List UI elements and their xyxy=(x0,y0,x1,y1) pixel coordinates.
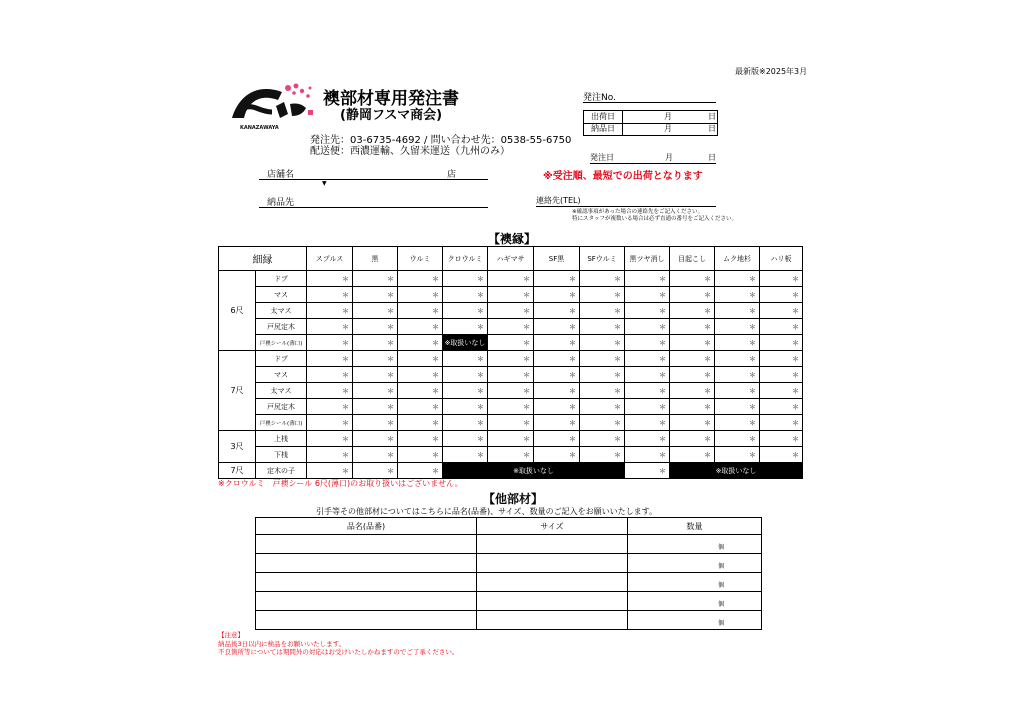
quantity-cell[interactable]: ＊ xyxy=(398,303,443,319)
quantity-cell[interactable]: ＊ xyxy=(670,383,715,399)
item-cell: 戸襖シール(薄口) xyxy=(256,335,307,351)
quantity-cell[interactable]: ＊ xyxy=(715,447,760,463)
unit-label: 個 xyxy=(718,544,725,551)
quantity-cell[interactable]: ＊ xyxy=(534,431,580,447)
col-header: クロウルミ xyxy=(443,247,488,271)
quantity-cell[interactable]: ＊ xyxy=(534,447,580,463)
quantity-cell[interactable]: ＊ xyxy=(443,415,488,431)
store-suffix: 店 xyxy=(447,170,457,180)
page-subtitle: (静岡フスマ商会) xyxy=(340,108,443,123)
table-row xyxy=(256,592,762,611)
quantity-cell[interactable]: ＊ xyxy=(353,415,398,431)
delivery-day-label: 日 xyxy=(708,124,716,133)
delivery-month-label: 月 xyxy=(664,124,672,133)
quantity-cell[interactable]: ＊ xyxy=(534,303,580,319)
quantity-cell[interactable]: ＊ xyxy=(534,319,580,335)
table-row xyxy=(256,535,762,554)
order-date-label: 発注日 xyxy=(590,153,614,162)
quantity-cell[interactable]: ＊ xyxy=(625,463,670,479)
col-header: 目起こし xyxy=(670,247,715,271)
quantity-cell[interactable]: ＊ xyxy=(443,287,488,303)
quantity-cell[interactable]: ＊ xyxy=(534,383,580,399)
quantity-cell[interactable]: ＊ xyxy=(715,303,760,319)
quantity-cell[interactable]: ＊ xyxy=(760,287,803,303)
notes-title: 【注意】 xyxy=(218,631,244,639)
size-input-cell[interactable] xyxy=(477,592,628,611)
item-input-cell[interactable] xyxy=(256,573,477,592)
quantity-cell[interactable]: ＊ xyxy=(353,383,398,399)
order-month-label: 月 xyxy=(665,153,673,162)
date-box xyxy=(583,110,718,136)
quantity-cell[interactable]: ＊ xyxy=(353,335,398,351)
col-header: ハリ板 xyxy=(760,247,803,271)
quantity-input-cell[interactable] xyxy=(628,573,762,592)
item-cell: マス xyxy=(256,287,307,303)
quantity-cell[interactable]: ＊ xyxy=(488,399,534,415)
order-no-label: 発注No. xyxy=(583,93,616,103)
quantity-cell[interactable]: ＊ xyxy=(488,383,534,399)
quantity-cell[interactable]: ＊ xyxy=(488,367,534,383)
quantity-input-cell[interactable] xyxy=(628,554,762,573)
item-cell: 太マス xyxy=(256,303,307,319)
quantity-cell[interactable]: ＊ xyxy=(715,351,760,367)
frame-section-title: 【襖縁】 xyxy=(488,232,537,246)
quantity-cell[interactable]: ＊ xyxy=(670,351,715,367)
item-cell: 戸尻定木 xyxy=(256,319,307,335)
unavailable-cell: ※取扱いなし xyxy=(670,463,803,479)
quantity-cell[interactable]: ＊ xyxy=(625,271,670,287)
quantity-cell[interactable]: ＊ xyxy=(443,399,488,415)
quantity-cell[interactable]: ＊ xyxy=(307,383,353,399)
delivery-destination-label: 納品先 xyxy=(267,198,295,208)
order-date-field[interactable] xyxy=(590,152,716,164)
col-header-item: 品名(品番) xyxy=(256,518,477,535)
ship-month-label: 月 xyxy=(664,112,672,121)
quantity-cell[interactable]: ＊ xyxy=(488,271,534,287)
tel-field[interactable] xyxy=(536,195,716,207)
quantity-cell[interactable]: ＊ xyxy=(580,335,625,351)
other-section-title: 【他部材】 xyxy=(483,492,544,506)
quantity-cell[interactable]: ＊ xyxy=(353,271,398,287)
quantity-cell[interactable]: ＊ xyxy=(534,367,580,383)
table-row xyxy=(219,271,803,287)
quantity-cell[interactable]: ＊ xyxy=(398,351,443,367)
quantity-cell[interactable]: ＊ xyxy=(353,447,398,463)
size-input-cell[interactable] xyxy=(477,573,628,592)
quantity-cell[interactable]: ＊ xyxy=(307,335,353,351)
unavailable-cell: ※取扱いなし xyxy=(443,463,625,479)
quantity-input-cell[interactable] xyxy=(628,592,762,611)
quantity-cell[interactable]: ＊ xyxy=(715,335,760,351)
quantity-cell[interactable]: ＊ xyxy=(715,383,760,399)
store-name-label: 店舗名 xyxy=(267,170,295,180)
other-description: 引手等その他部材についてはこちらに品名(品番)、サイズ、数量のご記入をお願いいたします。 xyxy=(316,507,658,516)
quantity-cell[interactable]: ＊ xyxy=(307,303,353,319)
quantity-cell[interactable]: ＊ xyxy=(670,431,715,447)
col-header: スプルス xyxy=(307,247,353,271)
quantity-input-cell[interactable] xyxy=(628,611,762,630)
dropdown-marker-icon: ▼ xyxy=(322,180,327,187)
quantity-cell[interactable]: ＊ xyxy=(760,431,803,447)
frame-order-table xyxy=(218,246,803,479)
quantity-cell[interactable]: ＊ xyxy=(488,351,534,367)
quantity-cell[interactable]: ＊ xyxy=(715,415,760,431)
size-cell: 7尺 xyxy=(219,351,256,431)
item-input-cell[interactable] xyxy=(256,554,477,573)
quantity-cell[interactable]: ＊ xyxy=(307,287,353,303)
quantity-cell[interactable]: ＊ xyxy=(534,415,580,431)
quantity-cell[interactable]: ＊ xyxy=(580,399,625,415)
quantity-cell[interactable]: ＊ xyxy=(760,367,803,383)
quantity-cell[interactable]: ＊ xyxy=(580,431,625,447)
quantity-cell[interactable]: ＊ xyxy=(353,287,398,303)
kanazawaya-logo xyxy=(226,78,318,132)
col-header: ハギマサ xyxy=(488,247,534,271)
unit-label: 個 xyxy=(718,582,725,589)
order-no-field[interactable] xyxy=(583,90,716,103)
quantity-cell[interactable]: ＊ xyxy=(398,335,443,351)
quantity-cell[interactable]: ＊ xyxy=(488,303,534,319)
quantity-cell[interactable]: ＊ xyxy=(307,463,353,479)
quantity-cell[interactable]: ＊ xyxy=(534,399,580,415)
ship-date-label: 出荷日 xyxy=(584,111,623,123)
quantity-cell[interactable]: ＊ xyxy=(534,287,580,303)
table-row xyxy=(219,319,803,335)
col-header-size: サイズ xyxy=(477,518,628,535)
quantity-cell[interactable]: ＊ xyxy=(353,351,398,367)
quantity-cell[interactable]: ＊ xyxy=(398,287,443,303)
delivery-date-label: 納品日 xyxy=(584,123,623,135)
quantity-cell[interactable]: ＊ xyxy=(670,367,715,383)
quantity-cell[interactable]: ＊ xyxy=(398,383,443,399)
quantity-cell[interactable]: ＊ xyxy=(443,303,488,319)
quantity-cell[interactable]: ＊ xyxy=(625,367,670,383)
tel-note: ※確認事項があった場合の連絡先をご記入ください。 xyxy=(572,209,704,215)
quantity-cell[interactable]: ＊ xyxy=(715,399,760,415)
quantity-cell[interactable]: ＊ xyxy=(625,447,670,463)
unavailable-cell: ※取扱いなし xyxy=(443,335,488,351)
tel-label: 連絡先(TEL) xyxy=(536,196,581,205)
table-row xyxy=(256,573,762,592)
item-input-cell[interactable] xyxy=(256,611,477,630)
quantity-cell[interactable]: ＊ xyxy=(353,463,398,479)
quantity-cell[interactable]: ＊ xyxy=(715,367,760,383)
quantity-cell[interactable]: ＊ xyxy=(307,415,353,431)
table-row xyxy=(219,335,803,351)
page-title: 襖部材専用発注書 xyxy=(323,89,459,109)
quantity-cell[interactable]: ＊ xyxy=(580,447,625,463)
quantity-cell[interactable]: ＊ xyxy=(580,383,625,399)
quantity-cell[interactable]: ＊ xyxy=(398,415,443,431)
quantity-cell[interactable]: ＊ xyxy=(580,319,625,335)
quantity-cell[interactable]: ＊ xyxy=(534,271,580,287)
quantity-cell[interactable]: ＊ xyxy=(580,415,625,431)
quantity-cell[interactable]: ＊ xyxy=(443,319,488,335)
quantity-cell[interactable]: ＊ xyxy=(353,319,398,335)
quantity-cell[interactable]: ＊ xyxy=(353,367,398,383)
quantity-cell[interactable]: ＊ xyxy=(398,319,443,335)
quantity-cell[interactable]: ＊ xyxy=(670,303,715,319)
quantity-cell[interactable]: ＊ xyxy=(670,447,715,463)
quantity-cell[interactable]: ＊ xyxy=(760,271,803,287)
quantity-cell[interactable]: ＊ xyxy=(760,447,803,463)
quantity-cell[interactable]: ＊ xyxy=(488,415,534,431)
unit-label: 個 xyxy=(718,620,725,627)
quantity-cell[interactable]: ＊ xyxy=(307,431,353,447)
unit-label: 個 xyxy=(718,601,725,608)
item-cell: 太マス xyxy=(256,383,307,399)
quantity-cell[interactable]: ＊ xyxy=(307,399,353,415)
table-row xyxy=(219,383,803,399)
table-row xyxy=(219,367,803,383)
ship-day-label: 日 xyxy=(708,112,716,121)
table-row xyxy=(219,399,803,415)
quantity-cell[interactable]: ＊ xyxy=(715,431,760,447)
quantity-cell[interactable]: ＊ xyxy=(760,383,803,399)
col-header: SF黒 xyxy=(534,247,580,271)
item-input-cell[interactable] xyxy=(256,592,477,611)
quantity-cell[interactable]: ＊ xyxy=(398,271,443,287)
size-input-cell[interactable] xyxy=(477,554,628,573)
order-day-label: 日 xyxy=(708,153,716,162)
table-corner: 細縁 xyxy=(219,247,307,271)
quantity-cell[interactable]: ＊ xyxy=(625,431,670,447)
quantity-cell[interactable]: ＊ xyxy=(715,271,760,287)
table-row xyxy=(219,447,803,463)
quantity-cell[interactable]: ＊ xyxy=(398,399,443,415)
col-header: ムク地杉 xyxy=(715,247,760,271)
quantity-cell[interactable]: ＊ xyxy=(625,319,670,335)
table-row xyxy=(256,611,762,630)
col-header: SFウルミ xyxy=(580,247,625,271)
table-row xyxy=(219,463,803,479)
table-row xyxy=(219,287,803,303)
quantity-cell[interactable]: ＊ xyxy=(715,319,760,335)
notes xyxy=(218,631,458,657)
quantity-cell[interactable]: ＊ xyxy=(398,431,443,447)
quantity-cell[interactable]: ＊ xyxy=(307,367,353,383)
item-cell: 戸尻定木 xyxy=(256,399,307,415)
quantity-cell[interactable]: ＊ xyxy=(580,303,625,319)
col-header-qty: 数量 xyxy=(628,518,762,535)
item-cell: 下桟 xyxy=(256,447,307,463)
table-row xyxy=(256,554,762,573)
quantity-cell[interactable]: ＊ xyxy=(398,367,443,383)
col-header: 黒 xyxy=(353,247,398,271)
quantity-cell[interactable]: ＊ xyxy=(443,271,488,287)
quantity-cell[interactable]: ＊ xyxy=(670,319,715,335)
item-cell: マス xyxy=(256,367,307,383)
quantity-cell[interactable]: ＊ xyxy=(625,351,670,367)
notes-line: 納品後3日以内に検品をお願いいたします。 xyxy=(218,639,346,648)
delivery-date-row[interactable] xyxy=(584,123,717,135)
item-cell: ドブ xyxy=(256,351,307,367)
quantity-cell[interactable]: ＊ xyxy=(760,319,803,335)
size-cell: 7尺 xyxy=(219,463,256,479)
quantity-cell[interactable]: ＊ xyxy=(670,335,715,351)
quantity-cell[interactable]: ＊ xyxy=(488,431,534,447)
size-input-cell[interactable] xyxy=(477,535,628,554)
quantity-cell[interactable]: ＊ xyxy=(398,463,443,479)
item-cell: 戸襖シール(薄口) xyxy=(256,415,307,431)
quantity-cell[interactable]: ＊ xyxy=(760,351,803,367)
quantity-cell[interactable]: ＊ xyxy=(715,287,760,303)
quantity-cell[interactable]: ＊ xyxy=(443,431,488,447)
quantity-cell[interactable]: ＊ xyxy=(353,399,398,415)
table-row xyxy=(219,431,803,447)
size-input-cell[interactable] xyxy=(477,611,628,630)
unavailable-note: ※クロウルミ 戸襖シール 6尺(薄口)のお取り扱いはございません。 xyxy=(218,479,463,488)
order-notice: ※受注順、最短での出荷となります xyxy=(543,171,703,182)
quantity-cell[interactable]: ＊ xyxy=(307,319,353,335)
size-cell: 3尺 xyxy=(219,431,256,463)
quantity-cell[interactable]: ＊ xyxy=(534,351,580,367)
quantity-cell[interactable]: ＊ xyxy=(760,303,803,319)
quantity-cell[interactable]: ＊ xyxy=(625,287,670,303)
quantity-cell[interactable]: ＊ xyxy=(307,351,353,367)
table-row xyxy=(219,351,803,367)
quantity-cell[interactable]: ＊ xyxy=(443,383,488,399)
quantity-cell[interactable]: ＊ xyxy=(625,303,670,319)
quantity-cell[interactable]: ＊ xyxy=(488,319,534,335)
quantity-cell[interactable]: ＊ xyxy=(398,447,443,463)
quantity-cell[interactable]: ＊ xyxy=(625,399,670,415)
tel-note: 特にスタッフが複数いる場合は必ず直通の番号をご記入ください。 xyxy=(572,216,738,222)
table-row xyxy=(219,415,803,431)
shipping-info: 配送便：西濃運輸、久留米運送（九州のみ） xyxy=(310,146,510,157)
quantity-cell[interactable]: ＊ xyxy=(670,399,715,415)
quantity-cell[interactable]: ＊ xyxy=(670,271,715,287)
version-note: 最新版※2025年3月 xyxy=(735,67,808,76)
quantity-cell[interactable]: ＊ xyxy=(443,351,488,367)
quantity-cell[interactable]: ＊ xyxy=(353,303,398,319)
col-header: 黒ツヤ消し xyxy=(625,247,670,271)
table-row xyxy=(219,303,803,319)
quantity-cell[interactable]: ＊ xyxy=(443,367,488,383)
quantity-cell[interactable]: ＊ xyxy=(625,383,670,399)
quantity-cell[interactable]: ＊ xyxy=(534,335,580,351)
quantity-cell[interactable]: ＊ xyxy=(307,447,353,463)
item-cell: 定木の子 xyxy=(256,463,307,479)
quantity-cell[interactable]: ＊ xyxy=(580,271,625,287)
store-name-field[interactable] xyxy=(259,167,488,180)
quantity-cell[interactable]: ＊ xyxy=(580,367,625,383)
other-parts-table xyxy=(255,517,762,630)
delivery-destination-field[interactable] xyxy=(259,195,488,208)
quantity-cell[interactable]: ＊ xyxy=(670,415,715,431)
quantity-cell[interactable]: ＊ xyxy=(625,415,670,431)
unit-label: 個 xyxy=(718,563,725,570)
quantity-cell[interactable]: ＊ xyxy=(488,447,534,463)
logo-brand-text: KANAZAWAYA xyxy=(240,125,279,131)
size-cell: 6尺 xyxy=(219,271,256,351)
item-cell: ドブ xyxy=(256,271,307,287)
quantity-cell[interactable]: ＊ xyxy=(488,287,534,303)
col-header: ウルミ xyxy=(398,247,443,271)
quantity-cell[interactable]: ＊ xyxy=(760,399,803,415)
quantity-cell[interactable]: ＊ xyxy=(670,287,715,303)
quantity-cell[interactable]: ＊ xyxy=(625,335,670,351)
quantity-cell[interactable]: ＊ xyxy=(760,335,803,351)
quantity-cell[interactable]: ＊ xyxy=(307,271,353,287)
notes-line: 不良箇所等については期間外の対応はお受けいたしかねますのでご了承ください。 xyxy=(218,648,459,656)
quantity-cell[interactable]: ＊ xyxy=(580,351,625,367)
quantity-cell[interactable]: ＊ xyxy=(488,335,534,351)
contact-info: 発注先：03-6735-4692 / 問い合わせ先：0538-55-6750 xyxy=(310,135,572,146)
quantity-cell[interactable]: ＊ xyxy=(443,447,488,463)
item-cell: 上桟 xyxy=(256,431,307,447)
quantity-cell[interactable]: ＊ xyxy=(580,287,625,303)
item-input-cell[interactable] xyxy=(256,535,477,554)
quantity-input-cell[interactable] xyxy=(628,535,762,554)
quantity-cell[interactable]: ＊ xyxy=(760,415,803,431)
quantity-cell[interactable]: ＊ xyxy=(353,431,398,447)
